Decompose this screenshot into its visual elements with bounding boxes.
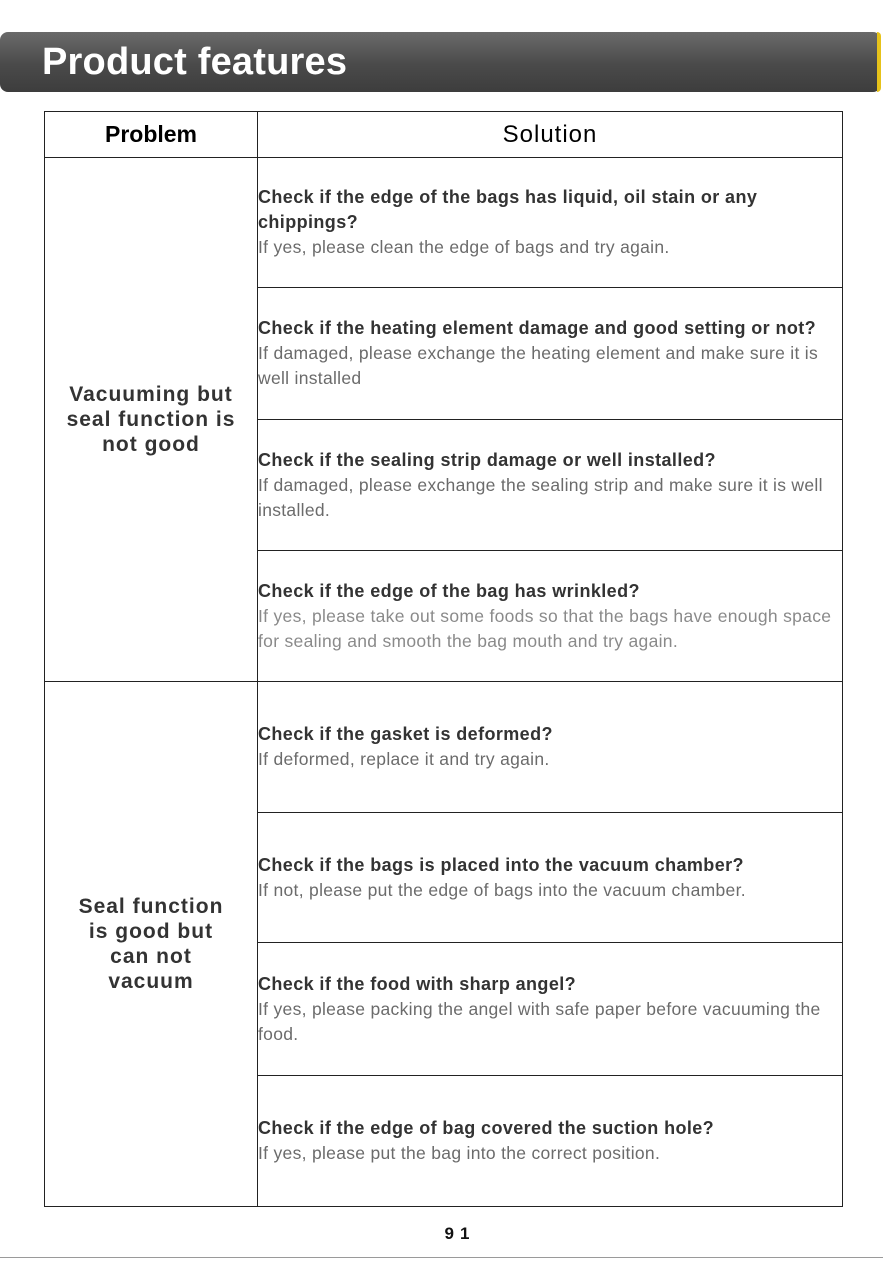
solution-question: Check if the edge of the bag has wrinkled? <box>258 580 640 601</box>
solution-answer: If yes, please put the bag into the correct position. <box>258 1143 661 1163</box>
table-row <box>45 682 843 813</box>
solution-question: Check if the sealing strip damage or well installed? <box>258 449 716 470</box>
solution-question: Check if the food with sharp angel? <box>258 973 577 994</box>
solution-answer: If deformed, replace it and try again. <box>258 749 550 769</box>
table-header-row <box>45 112 843 158</box>
solution-answer: If damaged, please exchange the sealing strip and make sure it is well installed. <box>258 474 823 520</box>
column-header-problem: Problem <box>45 112 258 158</box>
solution-answer: If yes, please take out some foods so that the bags have enough space for sealing and smooth the bag mouth and try again. <box>258 605 832 651</box>
solution-answer: If yes, please clean the edge of bags and try again. <box>258 237 670 257</box>
problem-label: Seal function is good but can not vacuum <box>78 895 224 993</box>
problem-cell <box>45 682 258 1207</box>
problem-label: Vacuuming but seal function is not good <box>66 383 236 456</box>
solution-answer: If yes, please packing the angel with safe paper before vacuuming the food. <box>258 998 821 1044</box>
troubleshooting-table <box>44 111 843 1207</box>
solution-cell <box>258 551 843 682</box>
solution-question: Check if the edge of the bags has liquid, oil stain or any chippings? <box>258 187 758 232</box>
solution-answer: If damaged, please exchange the heating element and make sure it is well installed <box>258 343 819 388</box>
solution-cell <box>258 813 843 943</box>
solution-cell <box>258 420 843 551</box>
solution-answer: If not, please put the edge of bags into the vacuum chamber. <box>258 879 746 900</box>
solution-question: Check if the bags is placed into the vacuum chamber? <box>258 854 744 875</box>
solution-cell <box>258 1076 843 1207</box>
problem-cell <box>45 158 258 682</box>
footer-divider <box>0 1257 883 1258</box>
solution-cell <box>258 158 843 288</box>
table-row <box>45 158 843 288</box>
solution-cell <box>258 943 843 1076</box>
solution-question: Check if the edge of bag covered the suction hole? <box>258 1118 715 1138</box>
header-bar <box>0 32 881 92</box>
header-accent-stripe <box>877 32 881 92</box>
page-number: 91 <box>444 1224 476 1243</box>
solution-question: Check if the gasket is deformed? <box>258 724 553 744</box>
page-title: Product features <box>42 41 348 83</box>
solution-cell <box>258 682 843 813</box>
solution-question: Check if the heating element damage and good setting or not? <box>258 318 817 338</box>
solution-cell <box>258 288 843 420</box>
column-header-solution: Solution <box>258 112 843 158</box>
